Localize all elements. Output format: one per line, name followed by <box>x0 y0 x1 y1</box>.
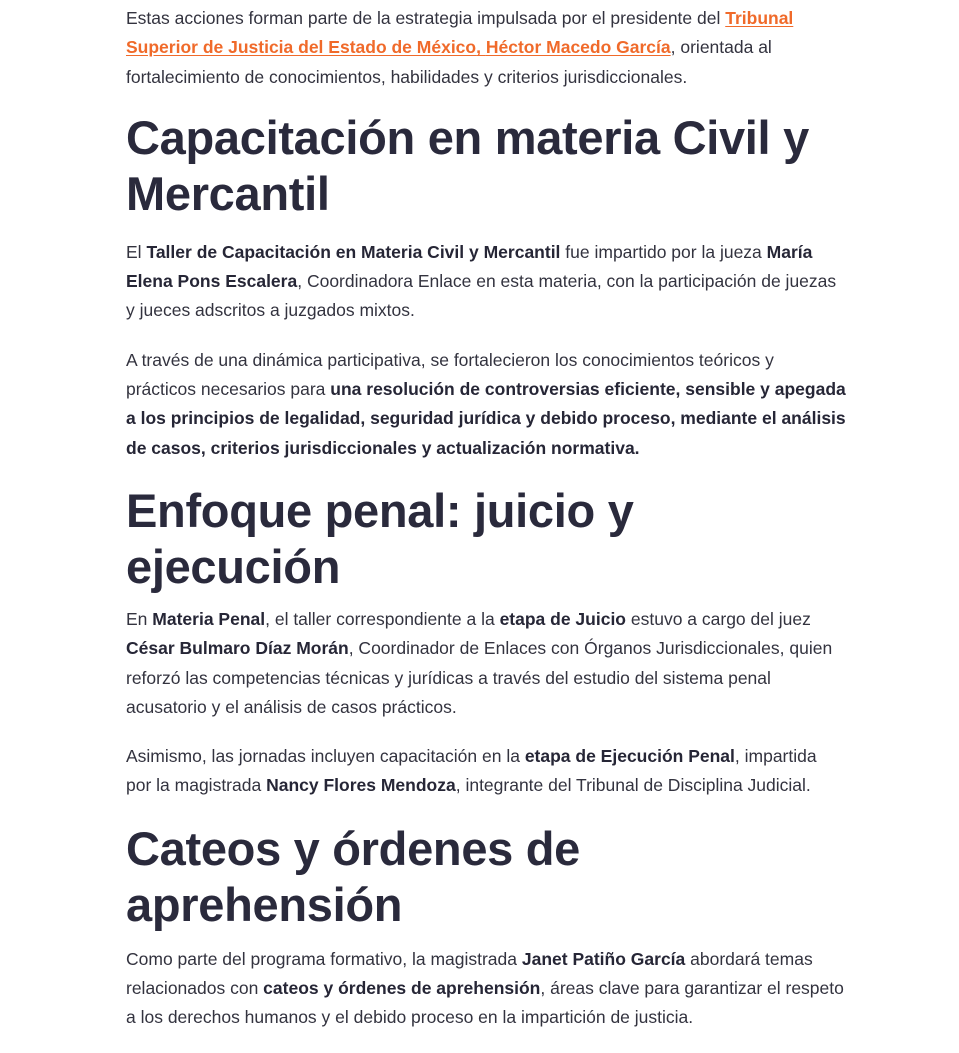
bold-text: Janet Patiño García <box>521 948 686 969</box>
article-body <box>126 4 846 1053</box>
text: estuvo a cargo del juez <box>626 608 811 629</box>
intro-text-end: , orientada al fortalecimiento de conocimientos, habilidades y criterios jurisdiccionales. <box>126 37 772 87</box>
penal-paragraph-2 <box>126 742 846 801</box>
text: fue impartido por la jueza <box>560 241 767 262</box>
text: , impartida por la magistrada <box>126 746 817 796</box>
bold-text: cateos y órdenes de aprehensión <box>263 978 541 999</box>
bold-text: etapa de Juicio <box>499 608 626 629</box>
text: En <box>126 608 153 629</box>
heading-civil: Capacitación en materia Civil y Mercantil <box>126 110 809 220</box>
text: , el taller correspondiente a la <box>265 608 500 629</box>
bold-text: Taller de Capacitación en Materia Civil y Mercantil <box>146 241 561 262</box>
intro-paragraph <box>126 4 846 92</box>
text: , integrante del Tribunal de Disciplina Judicial. <box>455 775 811 796</box>
cateos-paragraph-1 <box>126 945 846 1033</box>
president-link[interactable]: Héctor Macedo García <box>485 37 671 58</box>
bold-text: etapa de Ejecución Penal <box>524 746 735 767</box>
text: A través de una dinámica participativa, se fortalecieron los conocimientos teóricos y prácticos necesarios para <box>126 349 774 400</box>
bold-text: una resolución de controversias eficiente, sensible y apegada a los principios de legalidad, seguridad jurídica y debido proceso, mediante el análisis de casos, criterios jurisdiccionales y actualización normativa. <box>126 379 846 458</box>
bold-text: Nancy Flores Mendoza <box>266 775 456 796</box>
intro-text: Estas acciones forman parte de la estrategia impulsada por el presidente del <box>126 8 726 28</box>
bold-text: María Elena Pons Escalera <box>126 241 813 292</box>
comma-link[interactable]: , <box>476 37 486 58</box>
tribunal-link[interactable]: Tribunal Superior de Justicia del Estado de México <box>126 8 794 58</box>
bold-text: Materia Penal <box>152 608 266 629</box>
text: Como parte del programa formativo, la magistrada <box>126 948 522 969</box>
civil-paragraph-1 <box>126 238 846 326</box>
text: El <box>126 241 147 262</box>
civil-paragraph-2 <box>126 346 846 463</box>
heading-penal: Enfoque penal: juicio y ejecución <box>126 483 634 593</box>
text: , Coordinador de Enlaces con Órganos Jurisdiccionales, quien reforzó las competencias técnicas y jurídicas a través del estudio del sistema penal acusatorio y el análisis de casos prácticos. <box>126 638 833 717</box>
text: Asimismo, las jornadas incluyen capacitación en la <box>126 746 525 767</box>
text: abordará temas relacionados con <box>126 948 813 999</box>
text: , Coordinadora Enlace en esta materia, con la participación de juezas y jueces adscritos a juzgados mixtos. <box>126 271 837 321</box>
bold-text: César Bulmaro Díaz Morán <box>126 638 349 659</box>
text: , áreas clave para garantizar el respeto a los derechos humanos y el debido proceso en la impartición de justicia. <box>126 978 844 1028</box>
heading-cateos: Cateos y órdenes de aprehensión <box>126 821 581 931</box>
penal-paragraph-1 <box>126 605 846 722</box>
